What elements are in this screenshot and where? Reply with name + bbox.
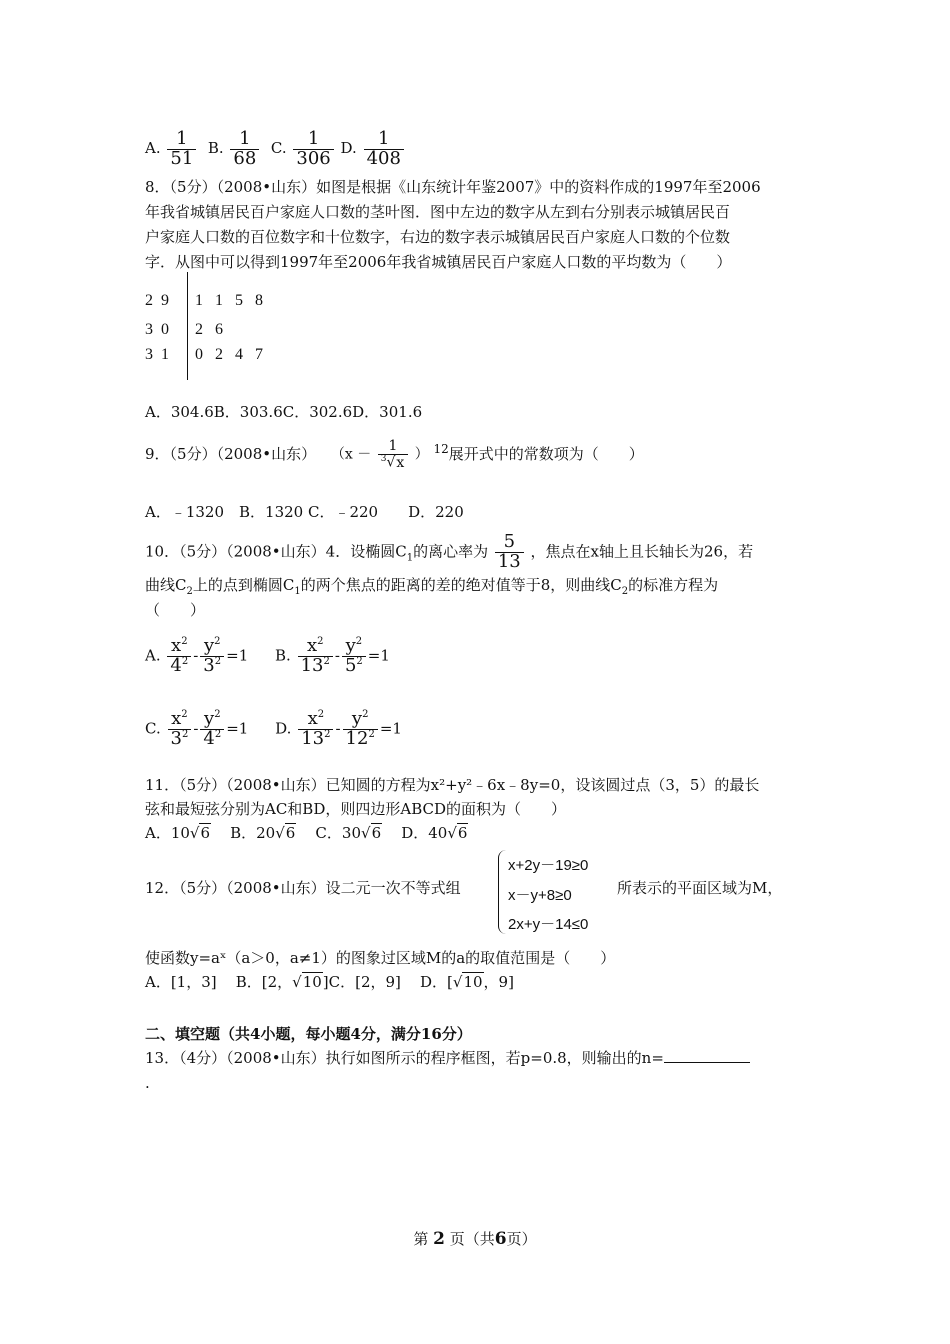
q12-ineq-2: x－y+8≥0 [508, 887, 572, 904]
q9-question: 9．（5分）（2008•山东） （x － $\frac{1}{^3√x}$ ） $^{12}$展开式中的常数项为（ ） [145, 438, 644, 471]
q10-options-ab [145, 637, 390, 676]
q12-option-b: B．[2，√10]C．[2，9] [235, 973, 401, 991]
q10-option-b: B. $\frac{x^2}{13^2}$ - $\frac{y^2}{5^2}$ =1 [275, 635, 390, 676]
q10-line-1: 10．（5分）（2008•山东）4．设椭圆$C_1$的离心率为 $\frac{5}{13}$ ，焦点在x轴上且长轴长为26，若 [145, 531, 754, 572]
q11-line-2: 弦和最短弦分别为AC和BD，则四边形ABCD的面积为（ ） [145, 800, 566, 818]
q12-option-a: A．[1，3] [145, 973, 217, 991]
q12-ineq-3: 2x+y－14≤0 [508, 916, 589, 933]
q8-line-3: 户家庭人口数的百位数字和十位数字，右边的数字表示城镇居民百户家庭人口数的个位数 [145, 228, 731, 246]
q12-system-brace [498, 850, 507, 934]
q7-option-c: C. $\frac{1}{306}$ [271, 139, 336, 157]
q13-line-1: 13．（4分）（2008•山东）执行如图所示的程序框图，若p=0.8，则输出的n= [145, 1046, 750, 1070]
q10-option-d: D. $\frac{x^2}{13^2}$ - $\frac{y^2}{12^2}$ =1 [275, 708, 402, 749]
q7-options [145, 130, 406, 169]
q11-options [145, 821, 468, 845]
page-footer: 第 2 页（共6页） [413, 1229, 537, 1249]
q8-options: A．304.6B．303.6C．302.6D．301.6 [145, 403, 423, 421]
q13-line-2: . [145, 1074, 150, 1092]
q8-line-2: 年我省城镇居民百户家庭人口数的茎叶图．图中左边的数字从左到右分别表示城镇居民百 [145, 203, 731, 221]
q12-prefix: 12．（5分）（2008•山东）设二元一次不等式组 [145, 879, 461, 897]
q10-line-3: （ ） [145, 601, 206, 619]
q12-option-d: D．[√10，9] [419, 973, 514, 991]
q10-options-cd [145, 710, 402, 749]
q12-options [145, 970, 514, 994]
stem-row-1: 2 9 1 1 5 8 [145, 292, 263, 309]
q10-line-2: 曲线$C_2$上的点到椭圆$C_1$的两个焦点的距离的差的绝对值等于8，则曲线$C_2$的标准方程为 [145, 576, 719, 597]
section-2-title: 二、填空题（共4小题，每小题4分，满分16分） [145, 1025, 472, 1043]
q10-option-c: C. $\frac{x^2}{3^2}$ - $\frac{y^2}{4^2}$ =1 [145, 708, 249, 749]
q12-line-2: 使函数y=aˣ（a＞0，a≠1）的图象过区域M的a的取值范围是（ ） [145, 949, 616, 967]
q7-option-d: D. $\frac{1}{408}$ [341, 139, 406, 157]
q7-option-b: B. $\frac{1}{68}$ [208, 139, 261, 157]
q8-line-4: 字．从图中可以得到1997年至2006年我省城镇居民百户家庭人口数的平均数为（ ） [145, 253, 732, 271]
stem-divider [187, 272, 188, 380]
q13-answer-blank[interactable] [664, 1048, 750, 1063]
q10-option-a: A. $\frac{x^2}{4^2}$ - $\frac{y^2}{3^2}$ =1 [145, 635, 249, 676]
q8-line-1: 8．（5分）（2008•山东）如图是根据《山东统计年鉴2007》中的资料作成的1997年至2006 [145, 178, 761, 196]
q11-line-1: 11．（5分）（2008•山东）已知圆的方程为x²+y²﹣6x﹣8y=0，设该圆过点（3，5）的最长 [145, 776, 760, 794]
q11-option-b: B．20√6 [230, 824, 296, 842]
q7-option-a: A. $\frac{1}{51}$ [145, 139, 198, 157]
stem-row-2: 3 0 2 6 [145, 321, 223, 338]
q11-option-a: A．10√6 [145, 824, 211, 842]
q11-option-d: D．40√6 [401, 824, 468, 842]
stem-row-3: 3 1 0 2 4 7 [145, 346, 263, 363]
q12-suffix: 所表示的平面区域为M， [617, 879, 783, 897]
q11-option-c: C．30√6 [315, 824, 382, 842]
q12-ineq-1: x+2y－19≥0 [508, 857, 589, 874]
q9-options: A．﹣1320 B．1320 C．﹣220 D．220 [145, 503, 464, 521]
q9-expression: （x － $\frac{1}{^3√x}$ ） [330, 438, 429, 471]
